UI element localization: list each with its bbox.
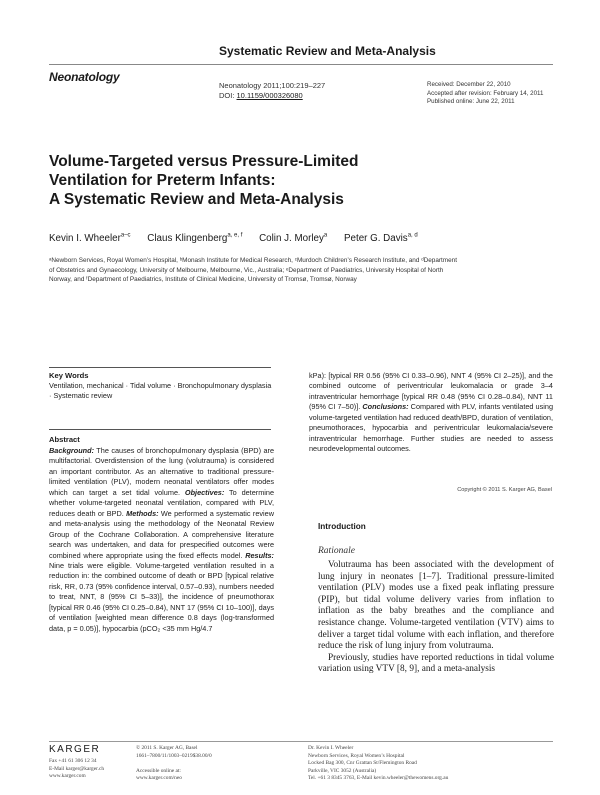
abstract-body-right <box>309 371 553 455</box>
author <box>344 233 418 244</box>
abstract-divider <box>49 429 271 430</box>
access-label: Accessible online at: <box>136 767 181 774</box>
background-label: Background: <box>49 446 94 455</box>
objectives-label: Objectives: <box>184 487 225 497</box>
published-date: Published online: June 22, 2011 <box>427 98 515 105</box>
title-line: A Systematic Review and Meta-Analysis <box>49 191 344 208</box>
title-line: Ventilation for Preterm Infants: <box>49 172 276 189</box>
copyright-line: © 2011 S. Karger AG, Basel <box>136 745 198 751</box>
author-name: Kevin I. Wheeler <box>49 233 121 245</box>
affiliations: ᵃNewborn Services, Royal Women’s Hospital, ᵇMonash Institute for Medical Research, ᶜMurdoch Children’s Research Institute, and ᵈDepartment of Obstetrics and Gynaecology, University of Melbourne, Melbourne, Vic., Australia; ᵉDepartment of Paediatrics, University Hospital of North Norway, and ᶠDepartment of Paediatrics, Institute of Clinical Medicine, University of Tromsø, Tromsø, Norway <box>49 257 457 283</box>
author-name: Claus Klingenberg <box>147 233 228 245</box>
background-text: The causes of bronchopulmonary dysplasia (BPD) are multifactorial. Overdistension of the lung (volutrauma) is considered an important contributor. As an alternative to traditional pressure-limited ventilation (PLV), modern neonatal ventilators offer modes which can target a set tidal volume. <box>49 446 274 497</box>
doi-line <box>219 91 325 101</box>
access-url[interactable]: www.karger.com/neo <box>136 775 182 782</box>
paragraph: Volutrauma has been associated with the development of lung injury in neonates [1–7]. Traditional pressure-limited ventilation (PLV) modes use a fixed peak inflating pressure (PIP), but tidal volume delivery varies from inflation to inflation as the baby breathes and the compliance and resistance change. Volume-targeted ventilation (VTV) aims to deliver a target tidal volume with each inflation, and therefore reduce the risk of lung injury from volutrauma. <box>318 560 554 652</box>
citation-text: Neonatology 2011;100:219–227 <box>219 81 326 90</box>
results-label: Results: <box>245 550 274 560</box>
results-text: Nine trials were eligible. Volume-targeted ventilation resulted in a reduction in: the combined outcome of death or BPD [typical relative risk, RR, 0.73 (95% confidence interval, 0.57–0.93), numbers needed to treat, NNT, 8 (95% CI 5–33)], the incidence of pneumothorax [typical RR 0.46 (95% CI 0.25–0.84), NNT 17 (95% CI 10–100)], days of ventilation [weighted mean difference 0.8 days (log-transformed data, p = 0.05)], hypocarbia (pCO₂ <35 mm Hg/4.7 <box>49 560 274 633</box>
author-name: Peter G. Davis <box>343 233 408 245</box>
spacer <box>136 760 212 768</box>
keywords-heading: Key Words <box>49 371 89 380</box>
journal-name: Neonatology <box>49 70 120 84</box>
contact-name: Dr. Kevin I. Wheeler <box>308 745 354 751</box>
correspondence <box>308 745 448 783</box>
conclusions-text: Compared with PLV, infants ventilated using volume-targeted ventilation had reduced death/BPD, duration of ventilation, pneumothoraces, hypocarbia and periventricular leukomalacia/severe intraventricular hemorrhage. Further studies are needed to assess neurodevelopmental outcomes. <box>309 402 554 454</box>
abstract-copyright: Copyright © 2011 S. Karger AG, Basel <box>457 487 552 493</box>
received-date: Received: December 22, 2010 <box>427 81 511 88</box>
contact-address: Locked Bag 300, Cnr Grattan St/Flemington Road <box>308 760 417 767</box>
results-text-continued: kPa): [typical RR 0.56 (95% CI 0.33–0.96), NNT 4 (95% CI 2–25)], and the combined outcome of periventricular leukomalacia or grade 3–4 intraventricular hemorrhage [typical RR 0.48 (95% CI 0.28–0.84), NNT 11 (95% CI 7–50)]. <box>309 371 553 412</box>
publisher-email[interactable]: E-Mail karger@karger.ch <box>49 765 105 772</box>
author-name: Colin J. Morley <box>259 233 324 245</box>
contact-telephone-email: Tel. +61 3 8345 3763, E-Mail kevin.wheeler@thewomens.org.au <box>308 775 449 782</box>
publisher-website[interactable]: www.karger.com <box>49 773 86 780</box>
author <box>147 233 242 244</box>
footer-divider <box>49 741 553 742</box>
abstract-body-left <box>49 446 274 634</box>
article-title <box>49 152 469 209</box>
objectives-text: To determine whether volume-targeted neonatal ventilation, compared with PLV, reduces death or BPD. <box>49 487 275 518</box>
doi-link[interactable]: 10.1159/000326080 <box>236 91 303 100</box>
journal-citation <box>219 81 325 101</box>
accepted-date: Accepted after revision: February 14, 2011 <box>427 89 544 97</box>
author-affiliation-marks: a, e, f <box>227 233 243 239</box>
introduction-body <box>318 560 554 676</box>
keywords-divider <box>49 367 271 368</box>
introduction-heading: Introduction <box>318 522 366 531</box>
author-list <box>49 233 432 244</box>
fax: Fax +41 61 306 12 34 <box>49 758 97 764</box>
author-affiliation-marks: a–c <box>120 233 131 239</box>
paragraph: Previously, studies have reported reductions in tidal volume variation using VTV [8, 9], and a meta-analysis <box>318 652 554 675</box>
publisher-contact <box>49 758 104 781</box>
author <box>49 233 131 244</box>
contact-address: Parkville, VIC 3052 (Australia) <box>308 767 377 774</box>
publisher-logo: KARGER <box>49 744 101 755</box>
title-line: Volume-Targeted versus Pressure-Limited <box>49 153 359 170</box>
methods-label: Methods: <box>126 508 159 518</box>
section-label: Systematic Review and Meta-Analysis <box>219 44 436 58</box>
contact-address: Newborn Services, Royal Women’s Hospital <box>308 752 405 759</box>
rationale-subheading: Rationale <box>318 546 355 556</box>
publication-info <box>136 745 212 783</box>
keywords-text: Ventilation, mechanical · Tidal volume · Bronchopulmonary dysplasia · Systematic review <box>49 381 272 400</box>
abstract-heading: Abstract <box>49 435 80 444</box>
article-dates <box>427 81 543 107</box>
author-affiliation-marks: a, d <box>407 233 418 239</box>
methods-text: We performed a systematic review and meta-analysis using the methodology of the Neonatal Review Group of the Cochrane Collaboration. A comprehensive literature search was undertaken, and data for prespecified outcomes were combined where appropriate using the fixed effects model. <box>49 508 274 560</box>
conclusions-label: Conclusions: <box>362 402 409 412</box>
author-affiliation-marks: a <box>323 233 328 239</box>
header-divider <box>49 64 553 65</box>
issn: 1661–7800/11/1003–0219$38.00/0 <box>136 752 212 759</box>
author <box>259 233 327 244</box>
doi-label: DOI: <box>219 91 237 100</box>
